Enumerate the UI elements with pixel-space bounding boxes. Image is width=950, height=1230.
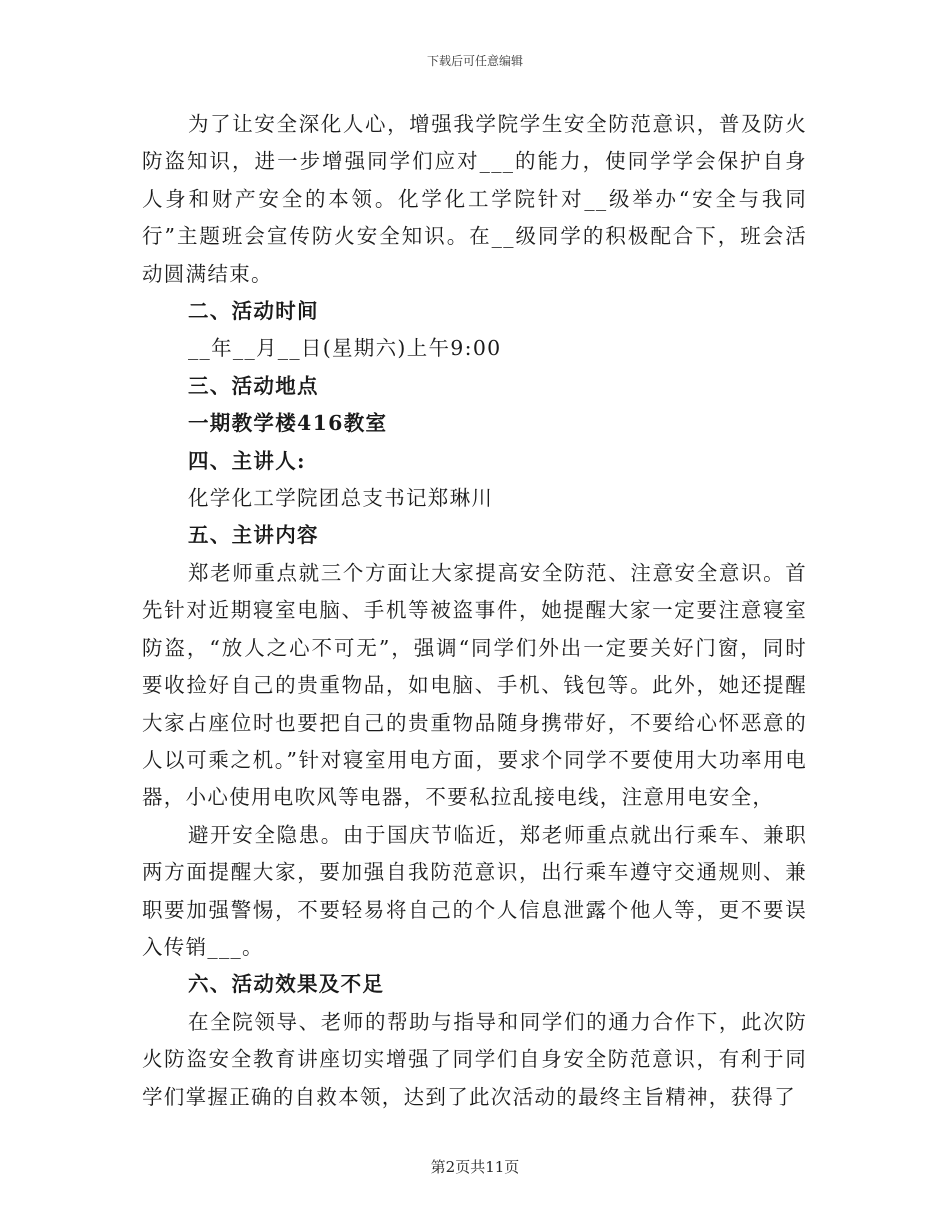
activity-effect-paragraph: 在全院领导、老师的帮助与指导和同学们的通力合作下，此次防火防盗安全教育讲座切实增强了同学们自身安全防范意识，有利于同学们掌握正确的自救本领，达到了此次活动的最终主旨精神，获得了: [142, 1009, 807, 1109]
page-footer: 第2页共11页: [430, 1158, 520, 1176]
lecture-content-paragraph-1: 郑老师重点就三个方面让大家提高安全防范、注意安全意识。首先针对近期寝室电脑、手机等被盗事件，她提醒大家一定要注意寝室防盗，“放人之心不可无”，强调“同学们外出一定要关好门窗，同时要收捡好自己的贵重物品，如电脑、手机、钱包等。此外，她还提醒大家占座位时也要把自己的贵重物品随身携带好，不要给心怀恶意的人以可乘之机。”针对寝室用电方面，要求个同学不要使用大功率用电器，小心使用电吹风等电器，不要私拉乱接电线，注意用电安全，: [142, 560, 807, 810]
activity-place-value: 一期教学楼416教室: [188, 411, 388, 436]
speaker-value: 化学化工学院团总支书记郑琳川: [188, 486, 494, 511]
page-header: 下载后可任意编辑: [426, 54, 523, 68]
heading-activity-time: 二、活动时间: [188, 299, 319, 324]
heading-lecture-content: 五、主讲内容: [188, 523, 319, 548]
lecture-content-paragraph-2: 避开安全隐患。由于国庆节临近，郑老师重点就出行乘车、兼职两方面提醒大家，要加强自我防范意识，出行乘车遵守交通规则、兼职要加强警惕，不要轻易将自己的个人信息泄露个他人等，更不要误入传销___。: [142, 822, 807, 959]
heading-speaker: 四、主讲人:: [188, 448, 306, 473]
activity-time-value: __年__月__日(星期六)上午9:00: [188, 336, 502, 361]
intro-paragraph: 为了让安全深化人心，增强我学院学生安全防范意识，普及防火防盗知识，进一步增强同学们应对___的能力，使同学学会保护自身人身和财产安全的本领。化学化工学院针对__级举办“安全与我同行”主题班会宣传防火安全知识。在__级同学的积极配合下，班会活动圆满结束。: [142, 112, 807, 286]
heading-activity-effect: 六、活动效果及不足: [188, 972, 385, 997]
heading-activity-place: 三、活动地点: [188, 373, 319, 398]
document-body: [142, 106, 807, 1116]
